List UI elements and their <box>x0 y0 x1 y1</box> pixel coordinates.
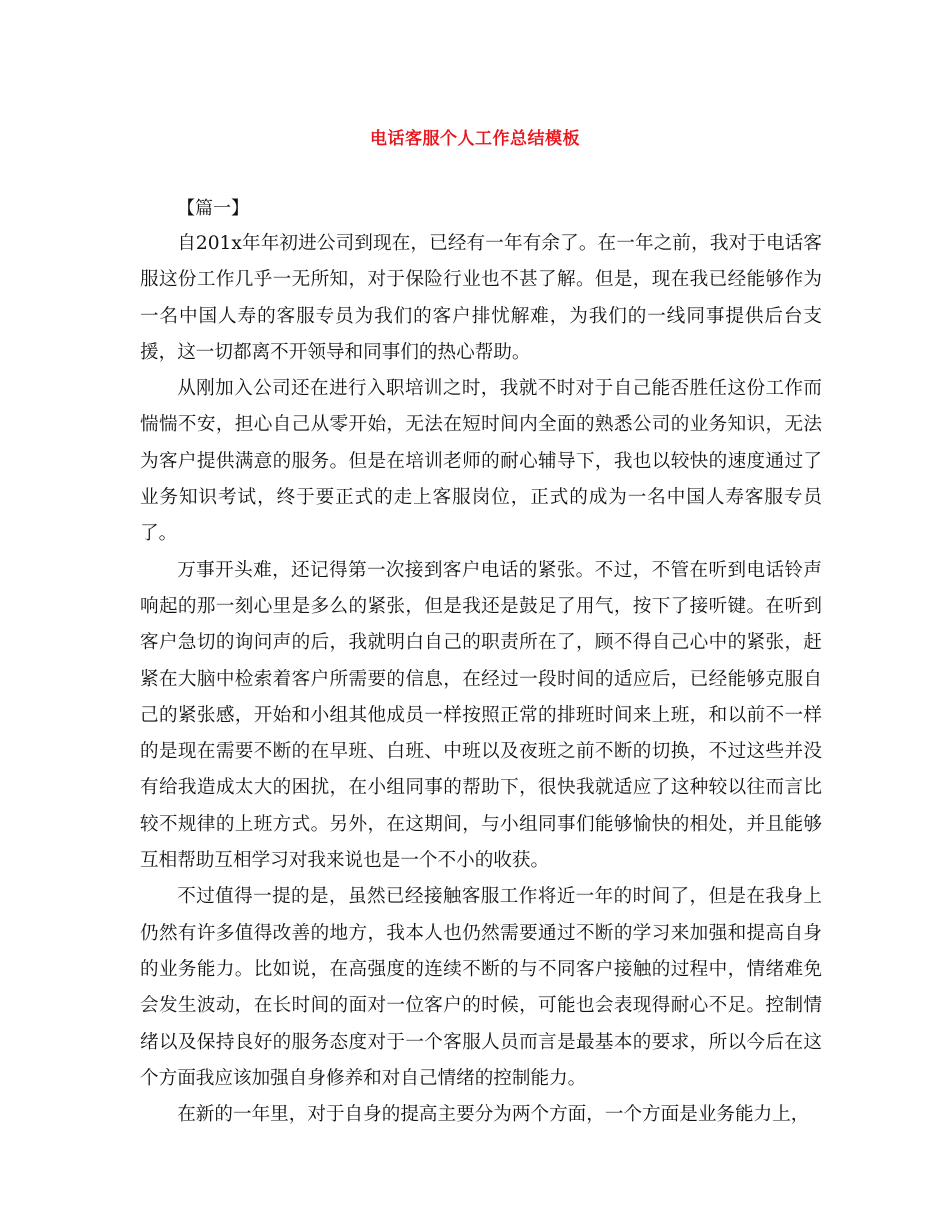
document-title: 电话客服个人工作总结模板 <box>370 129 580 149</box>
section-heading: 【篇一】 <box>177 198 249 219</box>
paragraph: 不过值得一提的是，虽然已经接触客服工作将近一年的时间了，但是在我身上仍然有许多值得改善的地方，我本人也仍然需要通过不断的学习来加强和提高自身的业务能力。比如说，在高强度的连续不断的与不同客户接触的过程中，情绪难免会发生波动，在长时间的面对一位客户的时候，可能也会表现得耐心不足。控制情绪以及保持良好的服务态度对于一个客服人员而言是最基本的要求，所以今后在这个方面我应该加强自身修养和对自己情绪的控制能力。 <box>140 886 822 1089</box>
paragraph: 在新的一年里，对于自身的提高主要分为两个方面，一个方面是业务能力上， <box>177 1104 810 1126</box>
paragraph: 自201x年年初进公司到现在，已经有一年有余了。在一年之前，我对于电话客服这份工作几乎一无所知，对于保险行业也不甚了解。但是，现在我已经能够作为一名中国人寿的客服专员为我们的客户排忧解难，为我们的一线同事提供后台支援，这一切都离不开领导和同事们的热心帮助。 <box>140 233 822 363</box>
document-body <box>140 226 822 1133</box>
paragraph: 从刚加入公司还在进行入职培训之时，我就不时对于自己能否胜任这份工作而惴惴不安，担心自己从零开始，无法在短时间内全面的熟悉公司的业务知识，无法为客户提供满意的服务。但是在培训老师的耐心辅导下，我也以较快的速度通过了业务知识考试，终于要正式的走上客服岗位，正式的成为一名中国人寿客服专员了。 <box>140 378 822 545</box>
paragraph: 万事开头难，还记得第一次接到客户电话的紧张。不过，不管在听到电话铃声响起的那一刻心里是多么的紧张，但是我还是鼓足了用气，按下了接听键。在听到客户急切的询问声的后，我就明白自己的职责所在了，顾不得自己心中的紧张，赶紧在大脑中检索着客户所需要的信息，在经过一段时间的适应后，已经能够克服自己的紧张感，开始和小组其他成员一样按照正常的排班时间来上班，和以前不一样的是现在需要不断的在早班、白班、中班以及夜班之前不断的切换，不过这些并没有给我造成太大的困扰，在小组同事的帮助下，很快我就适应了这种较以往而言比较不规律的上班方式。另外，在这期间，与小组同事们能够愉快的相处，并且能够互相帮助互相学习对我来说也是一个不小的收获。 <box>140 559 822 872</box>
